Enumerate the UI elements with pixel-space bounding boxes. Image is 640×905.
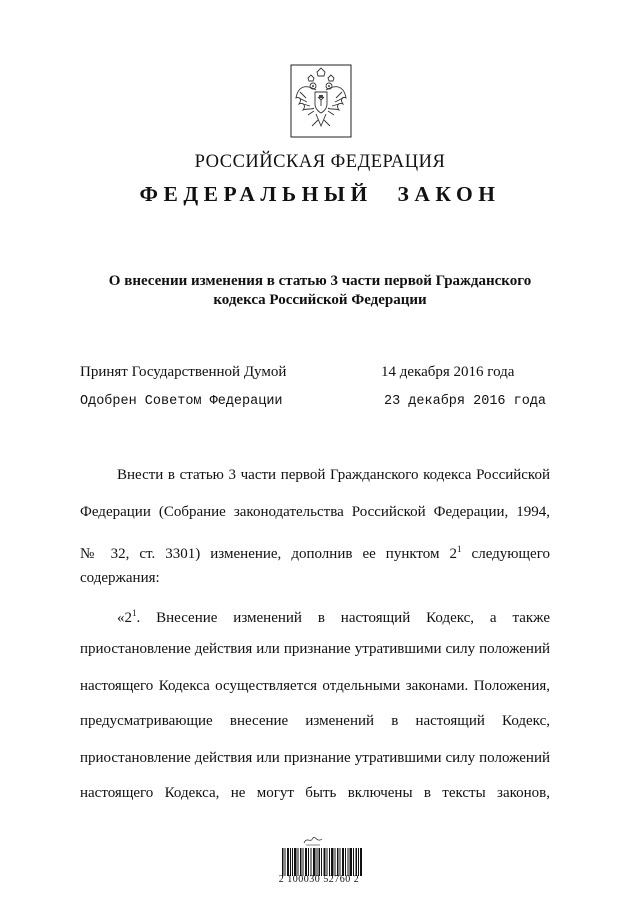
- body-line: Федерации (Собрание законодательства Российской Федерации, 1994,: [80, 504, 550, 520]
- law-title-line-1: О внесении изменения в статью 3 части первой Гражданского: [108, 273, 532, 289]
- council-approval-label: Одобрен Советом Федерации: [80, 394, 283, 409]
- body-line: содержания:: [80, 570, 160, 586]
- body-line: приостановление действия или признание утратившими силу положений: [80, 641, 550, 657]
- body-line: приостановление действия или признание утратившими силу положений: [80, 750, 550, 766]
- body-text: «2: [117, 610, 132, 626]
- signature-stamp-icon: [302, 834, 324, 846]
- body-text: следующего: [461, 546, 550, 562]
- duma-adoption-label: Принят Государственной Думой: [80, 364, 287, 380]
- body-line: Внести в статью 3 части первой Гражданского кодекса Российской: [117, 467, 550, 483]
- body-line: настоящего Кодекса, не могут быть включены в тексты законов,: [80, 785, 550, 801]
- council-approval-date: 23 декабря 2016 года: [384, 394, 547, 409]
- barcode-icon: [282, 848, 362, 876]
- russian-coat-of-arms-icon: [290, 64, 352, 138]
- body-line: [80, 539, 550, 564]
- document-type: ФЕДЕРАЛЬНЫЙ ЗАКОН: [139, 182, 501, 206]
- law-title-line-2: кодекса Российской Федерации: [213, 292, 427, 308]
- body-line: предусматривающие внесение изменений в настоящий Кодекс,: [80, 713, 550, 729]
- body-text: . Внесение изменений в настоящий Кодекс, а также: [136, 610, 550, 626]
- barcode-number: 2 100030 52760 2: [278, 874, 360, 885]
- law-title: [60, 272, 580, 310]
- duma-adoption-date: 14 декабря 2016 года: [381, 364, 515, 380]
- superscript: 1: [132, 608, 137, 618]
- country-name: РОССИЙСКАЯ ФЕДЕРАЦИЯ: [194, 152, 446, 172]
- body-text: № 32, ст. 3301) изменение, дополнив ее пунктом 2: [80, 546, 458, 562]
- body-line: настоящего Кодекса осуществляется отдельными законами. Положения,: [80, 678, 550, 694]
- body-line: [117, 603, 550, 628]
- superscript: 1: [457, 544, 462, 554]
